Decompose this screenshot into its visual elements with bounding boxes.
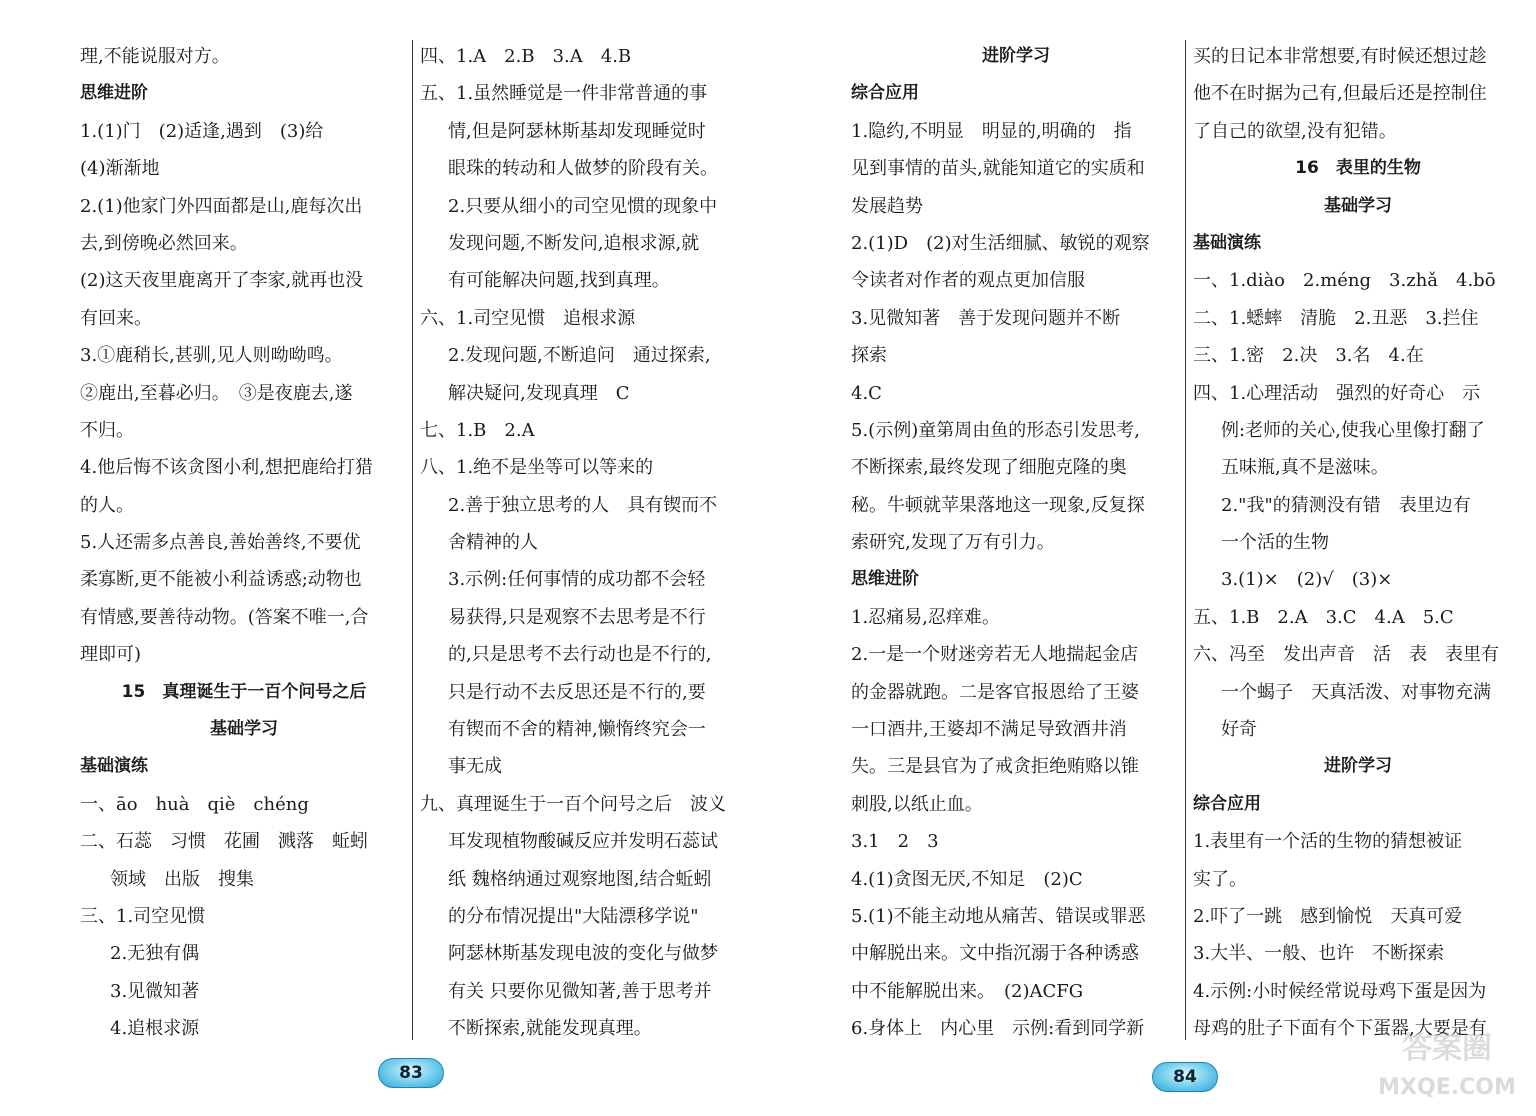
text-line: 3.见微知著 善于发现问题并不断 — [851, 307, 1121, 329]
text-line: 三、1.密 2.决 3.名 4.在 — [1193, 345, 1424, 367]
text-line: 的,只是思考不去行动也是不行的, — [448, 644, 712, 666]
text-line: 有可能解决问题,找到真理。 — [448, 270, 670, 292]
text-line: 2.(1)D (2)对生活细腻、敏锐的观察 — [851, 232, 1150, 254]
text-line: 2.一是一个财迷旁若无人地揣起金店 — [851, 644, 1139, 666]
text-line: 阿瑟林斯基发现电波的变化与做梦 — [448, 943, 718, 965]
column-3 — [851, 38, 1181, 1048]
text-line: 眼珠的转动和人做梦的阶段有关。 — [448, 158, 718, 180]
text-line: 6.身体上 内心里 示例:看到同学新 — [851, 1018, 1145, 1040]
text-line: 七、1.B 2.A — [420, 419, 535, 441]
text-line: 失。三是县官为了戒贪拒绝贿赂以锥 — [851, 756, 1139, 778]
text-line: 舍精神的人 — [448, 532, 538, 554]
text-line: 例:老师的关心,使我心里像打翻了 — [1221, 419, 1485, 441]
text-line: 买的日记本非常想要,有时候还想过趁 — [1193, 46, 1487, 67]
text-line: 三、1.司空见惯 — [80, 905, 206, 927]
text-line: 刺股,以纸止血。 — [851, 793, 983, 815]
text-line: 二、1.蟋蟀 清脆 2.丑恶 3.拦住 — [1193, 307, 1479, 329]
text-line: 中不能解脱出来。 (2)ACFG — [851, 980, 1084, 1002]
text-line: 领域 出版 搜集 — [110, 868, 254, 890]
text-line: 3.1 2 3 — [851, 831, 939, 853]
text-line: 思维进阶 — [80, 83, 148, 104]
text-line: 3.见微知著 — [110, 980, 200, 1002]
text-line: 综合应用 — [851, 83, 919, 104]
text-line: 五、1.虽然睡觉是一件非常普通的事 — [420, 83, 708, 105]
text-line: 一个活的生物 — [1221, 532, 1329, 554]
text-line: 4.他后悔不该贪图小利,想把鹿给打猎 — [80, 457, 373, 479]
text-line: 1.忍痛易,忍痒难。 — [851, 606, 1000, 628]
text-line: 2.吓了一跳 感到愉悦 天真可爱 — [1193, 905, 1463, 927]
text-line: 5.(示例)童第周由鱼的形态引发思考, — [851, 419, 1140, 441]
watermark-logo — [1372, 1008, 1522, 1108]
text-line: 只是行动不去反思还是不行的,要 — [448, 681, 706, 703]
text-line: 一、āo huà qiè chéng — [80, 793, 309, 815]
text-line: 15 真理诞生于一百个问号之后 — [121, 681, 367, 702]
column-divider-right — [1185, 40, 1186, 1040]
text-line: 有回来。 — [80, 307, 152, 329]
watermark-line1: 答案圈 — [1402, 1031, 1492, 1066]
column-2 — [420, 38, 750, 1048]
text-line: 耳发现植物酸碱反应并发明石蕊试 — [448, 831, 718, 853]
text-line: 16 表里的生物 — [1295, 158, 1421, 179]
text-line: 情,但是阿瑟林斯基却发现睡觉时 — [448, 120, 706, 142]
text-line: 基础学习 — [1324, 195, 1392, 216]
text-line: 2.无独有偶 — [110, 943, 200, 965]
page-number-right: 84 — [1152, 1062, 1218, 1092]
text-line: 中解脱出来。文中指沉溺于各种诱惑 — [851, 943, 1139, 965]
text-line: 1.隐约,不明显 明显的,明确的 指 — [851, 120, 1132, 142]
text-line: (2)这天夜里鹿离开了李家,就再也没 — [80, 270, 364, 292]
text-line: 进阶学习 — [982, 46, 1050, 66]
text-line: 事无成 — [448, 756, 502, 778]
text-line: 五、1.B 2.A 3.C 4.A 5.C — [1193, 606, 1454, 628]
text-line: 的人。 — [80, 494, 134, 516]
text-line: 进阶学习 — [1324, 756, 1392, 777]
text-line: 六、1.司空见惯 追根求源 — [420, 307, 636, 329]
text-line: 解决疑问,发现真理 C — [448, 382, 630, 404]
text-line: 了自己的欲望,没有犯错。 — [1193, 120, 1397, 142]
text-line: 3.大半、一般、也许 不断探索 — [1193, 943, 1445, 965]
watermark-line2: MXQE.COM — [1378, 1075, 1516, 1100]
text-line: 六、冯至 发出声音 活 表 表里有 — [1193, 644, 1499, 666]
text-line: 4.C — [851, 382, 882, 404]
text-line: 秘。牛顿就苹果落地这一现象,反复探 — [851, 494, 1145, 516]
text-line: 母鸡的肚子下面有个下蛋器,大要是有 — [1193, 1018, 1487, 1040]
text-line: 四、1.心理活动 强烈的好奇心 示 — [1193, 382, 1481, 404]
text-line: 1.(1)门 (2)适逢,遇到 (3)给 — [80, 120, 324, 142]
text-line: 综合应用 — [1193, 793, 1261, 814]
text-line: 二、石蕊 习惯 花圃 溅落 蚯蚓 — [80, 831, 368, 853]
text-line: 2.发现问题,不断追问 通过探索, — [448, 345, 711, 367]
text-line: 见到事情的苗头,就能知道它的实质和 — [851, 158, 1145, 180]
text-line: 有锲而不舍的精神,懒惰终究会一 — [448, 719, 706, 741]
text-line: 有关 只要你见微知著,善于思考并 — [448, 980, 712, 1002]
text-line: 实了。 — [1193, 868, 1247, 890]
text-line: 他不在时据为己有,但最后还是控制住 — [1193, 83, 1487, 105]
text-line: 一口酒井,王婆却不满足导致酒井消 — [851, 719, 1127, 741]
text-line: 发展趋势 — [851, 195, 923, 217]
text-line: 2.(1)他家门外四面都是山,鹿每次出 — [80, 195, 363, 217]
text-line: 2."我"的猜测没有错 表里边有 — [1221, 494, 1471, 516]
text-line: 5.人还需多点善良,善始善终,不要优 — [80, 532, 361, 554]
text-line: 3.示例:任何事情的成功都不会轻 — [448, 569, 706, 591]
text-line: 2.善于独立思考的人 具有锲而不 — [448, 494, 718, 516]
column-4 — [1193, 38, 1523, 1048]
text-line: 有情感,要善待动物。(答案不唯一,合 — [80, 606, 369, 628]
text-line: 思维进阶 — [851, 569, 919, 590]
text-line: 去,到傍晚必然回来。 — [80, 232, 248, 254]
text-line: 1.表里有一个活的生物的猜想被证 — [1193, 831, 1463, 853]
text-line: 基础演练 — [80, 756, 148, 777]
text-line: 理即可) — [80, 644, 142, 666]
text-line: 3.①鹿稍长,甚驯,见人则呦呦鸣。 — [80, 345, 343, 367]
text-line: 一个蝎子 天真活泼、对事物充满 — [1221, 681, 1491, 703]
text-line: 的分布情况提出"大陆漂移学说" — [448, 905, 699, 927]
text-line: 4.追根求源 — [110, 1018, 200, 1040]
column-1 — [80, 38, 408, 1048]
text-line: 四、1.A 2.B 3.A 4.B — [420, 46, 632, 67]
text-line: 一、1.diào 2.méng 3.zhǎ 4.bō — [1193, 270, 1496, 292]
text-line: (4)渐渐地 — [80, 158, 160, 180]
text-line: 不断探索,最终发现了细胞克隆的奥 — [851, 457, 1127, 479]
text-line: 不断探索,就能发现真理。 — [448, 1018, 652, 1040]
text-line: 理,不能说服对方。 — [80, 46, 230, 67]
text-line: 4.(1)贪图无厌,不知足 (2)C — [851, 868, 1083, 890]
text-line: 九、真理诞生于一百个问号之后 波义 — [420, 793, 726, 815]
text-line: 的金器就跑。二是客官报恩给了王婆 — [851, 681, 1139, 703]
text-line: 2.只要从细小的司空见惯的现象中 — [448, 195, 718, 217]
text-line: 发现问题,不断发问,追根求源,就 — [448, 232, 700, 254]
page-number-left: 83 — [378, 1058, 444, 1088]
text-line: 令读者对作者的观点更加信服 — [851, 270, 1085, 292]
text-line: 不归。 — [80, 419, 134, 441]
text-line: 好奇 — [1221, 719, 1257, 741]
text-line: 索研究,发现了万有引力。 — [851, 532, 1055, 554]
text-line: 基础学习 — [210, 719, 278, 740]
text-line: 3.(1)× (2)√ (3)× — [1221, 569, 1393, 591]
column-divider-left — [412, 40, 413, 1040]
text-line: 易获得,只是观察不去思考是不行 — [448, 606, 706, 628]
text-line: 4.示例:小时候经常说母鸡下蛋是因为 — [1193, 980, 1487, 1002]
text-line: 柔寡断,更不能被小利益诱惑;动物也 — [80, 569, 362, 591]
text-line: 基础演练 — [1193, 232, 1261, 253]
text-line: 纸 魏格纳通过观察地图,结合蚯蚓 — [448, 868, 712, 890]
text-line: 八、1.绝不是坐等可以等来的 — [420, 457, 654, 479]
text-line: 五味瓶,真不是滋味。 — [1221, 457, 1389, 479]
text-line: 探索 — [851, 345, 887, 367]
text-line: 5.(1)不能主动地从痛苦、错误或罪恶 — [851, 905, 1146, 927]
text-line: ②鹿出,至暮必归。 ③是夜鹿去,遂 — [80, 382, 353, 404]
